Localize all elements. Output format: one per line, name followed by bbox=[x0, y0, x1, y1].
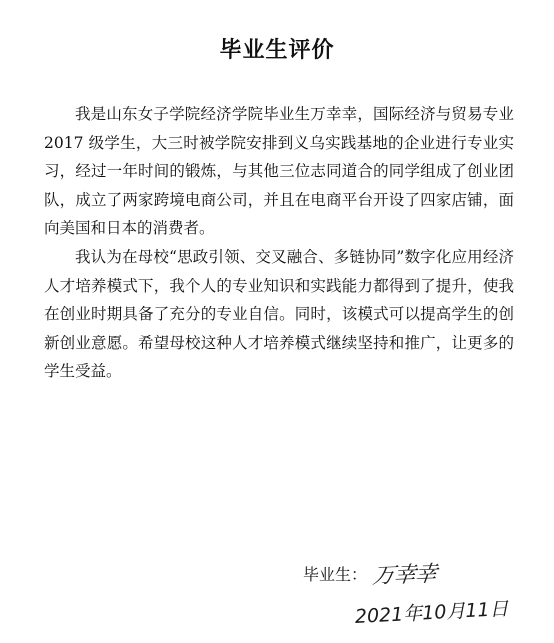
handwritten-signature: 万幸幸 bbox=[371, 561, 438, 589]
document-body bbox=[44, 100, 514, 386]
paragraph-opinion: 我认为在母校“思政引领、交叉融合、多链协同”数字化应用经济人才培养模式下，我个人的专业知识和实践能力都得到了提升，使我在创业时期具备了充分的专业自信。同时，该模式可以提高学生的创新创业意愿。希望母校这种人才培养模式继续坚持和推广，让更多的学生受益。 bbox=[44, 247, 514, 381]
document-title: 毕业生评价 bbox=[219, 38, 335, 63]
paragraph-intro: 我是山东女子学院经济学院毕业生万幸幸，国际经济与贸易专业 2017 级学生，大三时被学院安排到义乌实践基地的企业进行专业实习，经过一年时间的锻炼，与其他三位志同道合的同学组成了创业团队，成立了两家跨境电商公司，并且在电商平台开设了四家店铺，面向美国和日本的消费者。 bbox=[44, 105, 514, 238]
signature-block bbox=[303, 555, 543, 591]
handwritten-date: 2021年10月11日 bbox=[354, 597, 510, 628]
signature-label: 毕业生： bbox=[303, 564, 368, 584]
